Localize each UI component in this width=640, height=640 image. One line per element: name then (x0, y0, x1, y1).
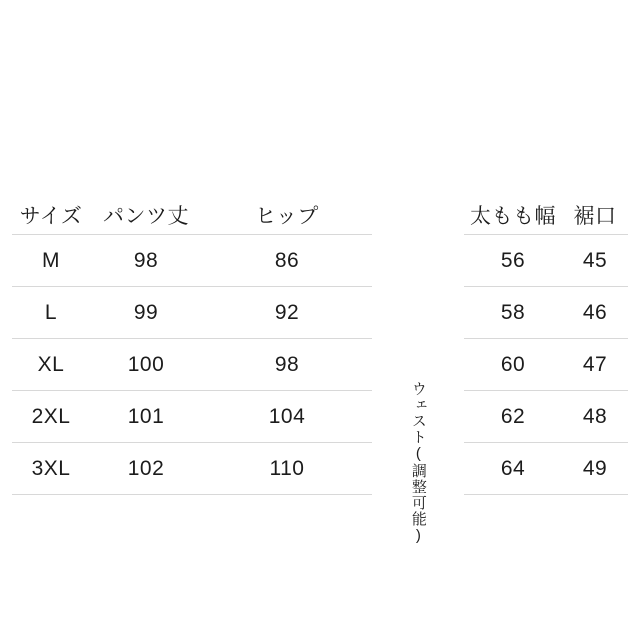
size-chart-table (12, 198, 628, 545)
cell-hem: 46 (562, 287, 628, 339)
column-header-waist-spacer (372, 198, 464, 235)
cell-hip: 92 (202, 287, 372, 339)
cell-size: XL (12, 339, 90, 391)
cell-hem: 45 (562, 235, 628, 287)
cell-pants-length: 98 (90, 235, 202, 287)
cell-size: 3XL (12, 443, 90, 495)
header-row (12, 198, 628, 235)
table-row (12, 235, 628, 287)
cell-hip: 110 (202, 443, 372, 495)
cell-thigh-width: 62 (464, 391, 562, 443)
cell-pants-length: 100 (90, 339, 202, 391)
column-header-size: サイズ (19, 205, 83, 228)
cell-thigh-width: 56 (464, 235, 562, 287)
table-header (12, 198, 628, 235)
table-row (12, 339, 628, 391)
cell-hip: 86 (202, 235, 372, 287)
table-body (12, 235, 628, 545)
column-header-hem: 裾口 (573, 205, 617, 228)
cell-size: M (12, 235, 90, 287)
table-row (12, 443, 628, 495)
cell-pants-length: 102 (90, 443, 202, 495)
cell-hem: 48 (562, 391, 628, 443)
cell-hip: 98 (202, 339, 372, 391)
cell-pants-length: 99 (90, 287, 202, 339)
column-header-hip: ヒップ (255, 205, 319, 228)
cell-hem: 47 (562, 339, 628, 391)
column-header-pants-length: パンツ丈 (103, 205, 189, 228)
table-row (12, 287, 628, 339)
column-header-thigh-width: 太もも幅 (470, 205, 556, 228)
cell-pants-length: 101 (90, 391, 202, 443)
cell-hem: 49 (562, 443, 628, 495)
waist-vertical-label: ウェスト(調整可能) (409, 380, 427, 545)
table-row (12, 391, 628, 443)
cell-thigh-width: 64 (464, 443, 562, 495)
cell-thigh-width: 58 (464, 287, 562, 339)
waist-label-cell (372, 235, 464, 545)
cell-thigh-width: 60 (464, 339, 562, 391)
cell-size: 2XL (12, 391, 90, 443)
cell-size: L (12, 287, 90, 339)
cell-hip: 104 (202, 391, 372, 443)
